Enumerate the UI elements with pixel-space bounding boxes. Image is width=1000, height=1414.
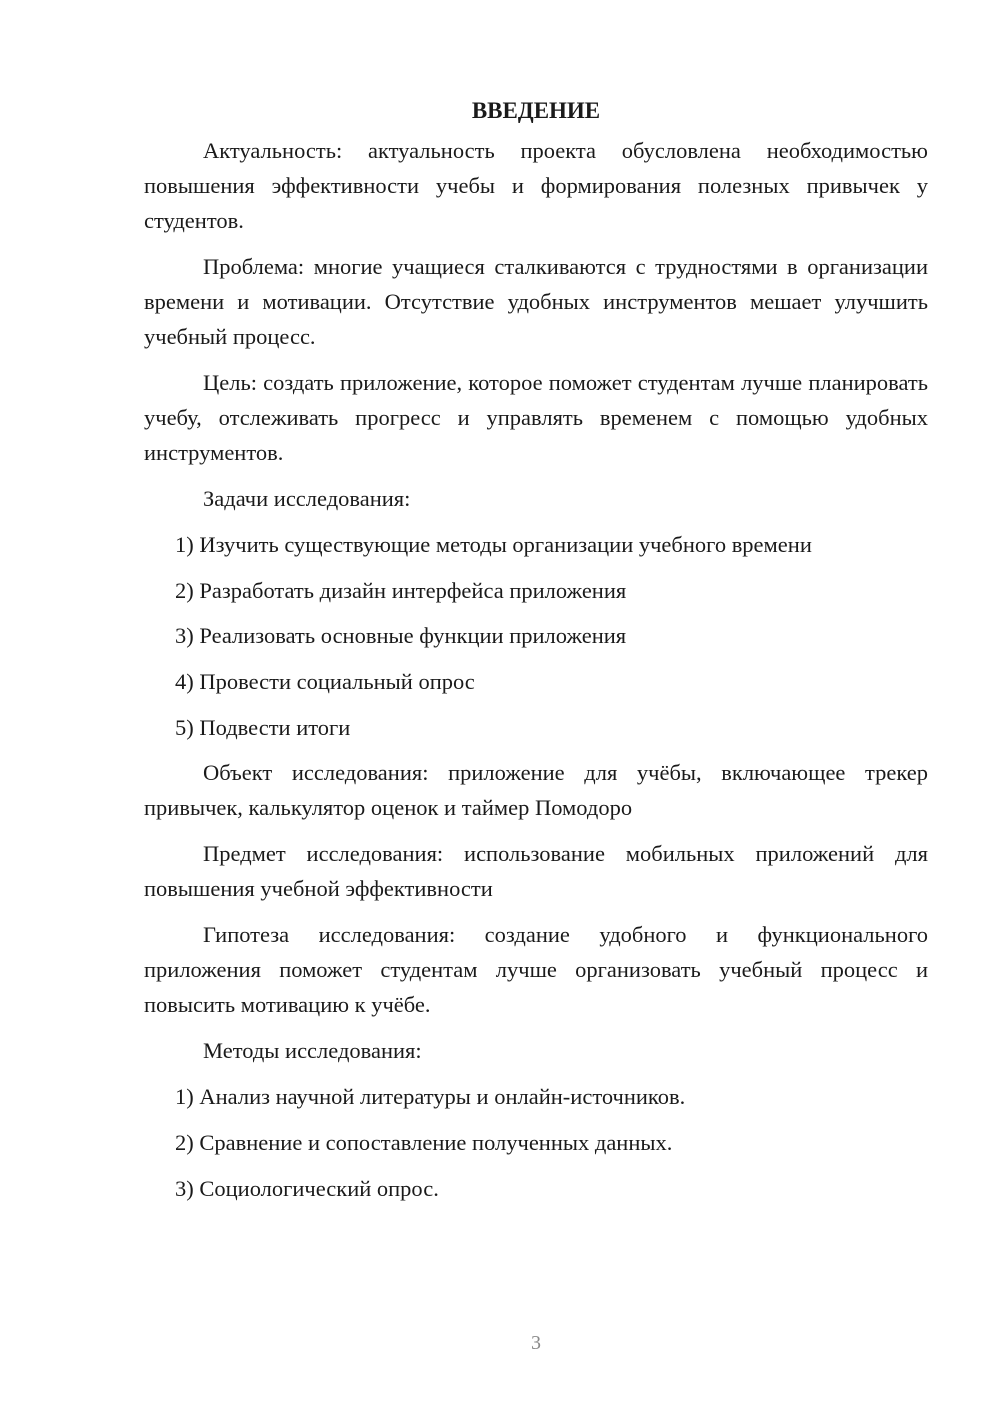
relevance-paragraph: Актуальность: актуальность проекта обусловлена необходимостью повышения эффективности учебы и формирования полезных привычек у студентов. [144,138,928,233]
method-item-2: 2) Сравнение и сопоставление полученных данных. [175,1130,673,1156]
task-item-5: 5) Подвести итоги [175,714,351,740]
subject-paragraph: Предмет исследования: использование мобильных приложений для повышения учебной эффективности [144,841,928,902]
problem-paragraph: Проблема: многие учащиеся сталкиваются с трудностями в организации времени и мотивации. Отсутствие удобных инструментов мешает улучшить учебный процесс. [144,254,928,349]
goal-paragraph: Цель: создать приложение, которое поможет студентам лучше планировать учебу, отслеживать прогресс и управлять временем с помощью удобных инструментов. [144,370,928,465]
document-body [144,93,928,1217]
method-item-1: 1) Анализ научной литературы и онлайн-источников. [175,1084,686,1110]
task-item-2: 2) Разработать дизайн интерфейса приложения [175,577,627,603]
section-title: ВВЕДЕНИЕ [471,98,601,123]
hypothesis-paragraph: Гипотеза исследования: создание удобного и функционального приложения поможет студентам лучше организовать учебный процесс и повысить мотивацию к учёбе. [144,922,928,1018]
task-item-4: 4) Провести социальный опрос [175,669,475,695]
page-number: 3 [531,1332,541,1354]
methods-heading: Методы исследования: [203,1038,422,1064]
method-item-3: 3) Социологический опрос. [175,1175,439,1201]
task-item-3: 3) Реализовать основные функции приложения [175,623,627,649]
tasks-heading: Задачи исследования: [203,486,411,511]
object-paragraph: Объект исследования: приложение для учёбы, включающее трекер привычек, калькулятор оценок и таймер Помодоро [144,760,928,821]
task-item-1: 1) Изучить существующие методы организации учебного времени [175,532,812,557]
